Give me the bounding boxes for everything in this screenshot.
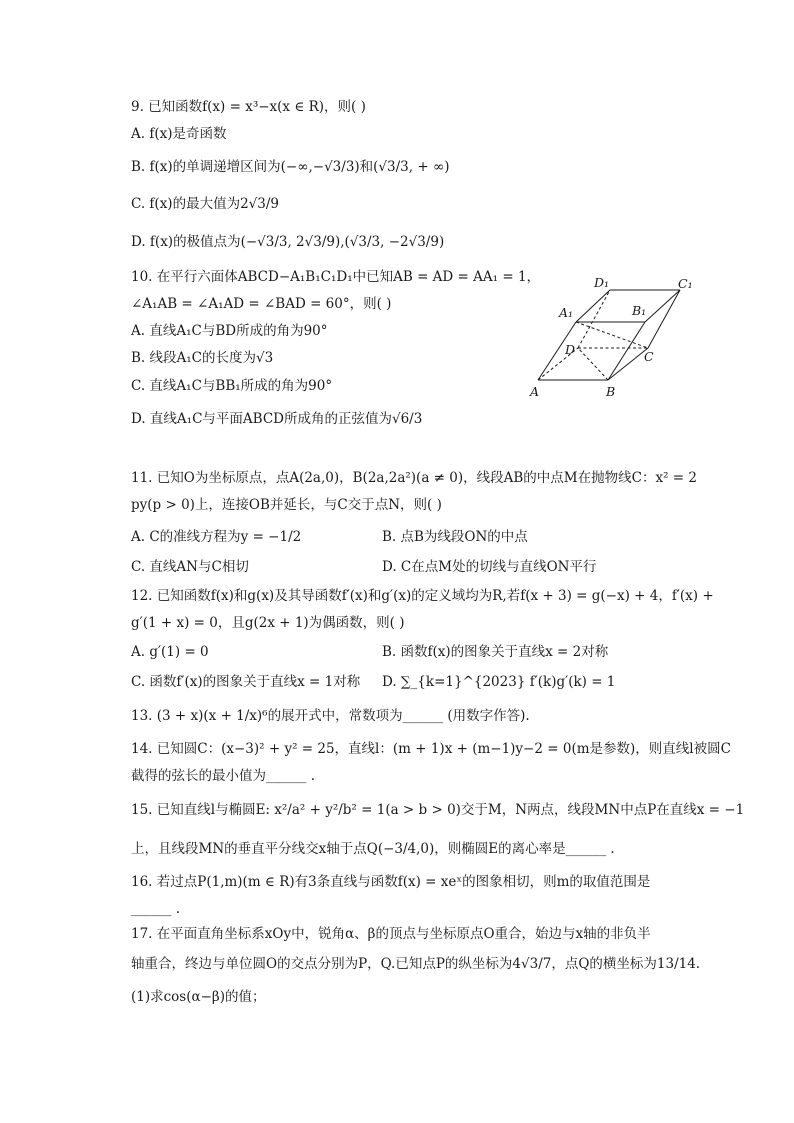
q11-stem-line1: 11. 已知O为坐标原点，点A(2a,0)，B(2a,2a²)(a ≠ 0)，线段AB的中点M在抛物线C：x² = 2 [131, 470, 697, 486]
q10-option-d: D. 直线A₁C与平面ABCD所成角的正弦值为√6/3 [131, 411, 423, 427]
q10-stem-line1: 10. 在平行六面体ABCD−A₁B₁C₁D₁中已知AB = AD = AA₁ = 1， [131, 269, 541, 285]
q9-stem: 9. 已知函数f(x) = x³−x(x ∈ R)，则( ) [131, 99, 366, 115]
q14-line2: 截得的弦长的最小值为______ . [131, 768, 316, 784]
q11-option-d: D. C在点M处的切线与直线ON平行 [382, 559, 597, 575]
edge-a1d1 [576, 290, 610, 322]
label-d: D [565, 342, 576, 357]
q16-line2: ______ . [131, 901, 181, 917]
q16-line1: 16. 若过点P(1,m)(m ∈ R)有3条直线与函数f(x) = xeˣ的图象相切，则m的取值范围是 [131, 874, 651, 890]
label-a: A [530, 384, 540, 399]
label-d1: D₁ [594, 275, 610, 290]
q15-line1: 15. 已知直线l与椭圆E: x²/a² + y²/b² = 1(a > b > 0)交于M，N两点，线段MN中点P在直线x = −1 [131, 802, 745, 818]
edge-dd1-hidden [578, 290, 610, 348]
label-b: B [606, 384, 616, 399]
q12-option-a: A. g′(1) = 0 [131, 644, 209, 660]
parallelepiped-figure [528, 270, 698, 402]
q12-option-b: B. 函数f(x)的图象关于直线x = 2对称 [382, 644, 609, 660]
q9-option-b: B. f(x)的单调递增区间为(−∞,−√3/3)和(√3/3, + ∞) [131, 159, 450, 175]
edge-bc [608, 348, 648, 380]
q17-line2: 轴重合，终边与单位圆O的交点分别为P，Q.已知点P的纵坐标为4√3/7，点Q的横坐标为13/14. [131, 956, 701, 972]
q11-stem-line2: py(p > 0)上，连接OB并延长，与C交于点N，则( ) [131, 497, 442, 513]
segment-bd [578, 348, 608, 380]
label-a1: A₁ [559, 305, 574, 320]
edge-b1c1 [645, 290, 680, 322]
q12-option-c: C. 函数f′(x)的图象关于直线x = 1对称 [131, 674, 361, 690]
q11-option-b: B. 点B为线段ON的中点 [382, 529, 528, 545]
edge-bb1 [608, 322, 645, 380]
q12-stem-line2: g′(1 + x) = 0，且g(2x + 1)为偶函数，则( ) [131, 615, 405, 631]
q12-option-d: D. ∑_{k=1}^{2023} f′(k)g′(k) = 1 [382, 674, 616, 690]
q9-option-a: A. f(x)是奇函数 [131, 126, 227, 142]
q10-option-b: B. 线段A₁C的长度为√3 [131, 350, 274, 366]
q17-part1: (1)求cos(α−β)的值； [131, 989, 266, 1005]
q13-text: 13. (3 + x)(x + 1/x)⁶的展开式中，常数项为______ (用数字作答). [131, 708, 530, 724]
q11-option-c: C. 直线AN与C相切 [131, 559, 249, 575]
q14-line1: 14. 已知圆C：(x−3)² + y² = 25，直线l：(m + 1)x + (m−1)y−2 = 0(m是参数)，则直线l被圆C [131, 741, 731, 757]
q17-line1: 17. 在平面直角坐标系xOy中，锐角α、β的顶点与坐标原点O重合，始边与x轴的非负半 [131, 926, 651, 942]
label-c1: C₁ [678, 276, 693, 291]
q15-line2: 上，且线段MN的垂直平分线交x轴于点Q(−3/4,0)，则椭圆E的离心率是______ . [131, 841, 615, 857]
label-b1: B₁ [632, 303, 647, 318]
label-c: C [644, 349, 654, 364]
edge-cc1 [648, 290, 680, 348]
q11-option-a: A. C的准线方程为y = −1/2 [131, 529, 302, 545]
q10-option-c: C. 直线A₁C与BB₁所成的角为90° [131, 378, 333, 394]
q9-option-d: D. f(x)的极值点为(−√3/3, 2√3/9),(√3/3, −2√3/9) [131, 234, 445, 250]
q9-option-c: C. f(x)的最大值为2√3/9 [131, 196, 279, 212]
q10-stem-line2: ∠A₁AB = ∠A₁AD = ∠BAD = 60°，则( ) [131, 296, 392, 312]
q12-stem-line1: 12. 已知函数f(x)和g(x)及其导函数f′(x)和g′(x)的定义域均为R,若f(x + 3) = g(−x) + 4，f′(x) + [131, 588, 714, 604]
q10-option-a: A. 直线A₁C与BD所成的角为90° [131, 323, 328, 339]
